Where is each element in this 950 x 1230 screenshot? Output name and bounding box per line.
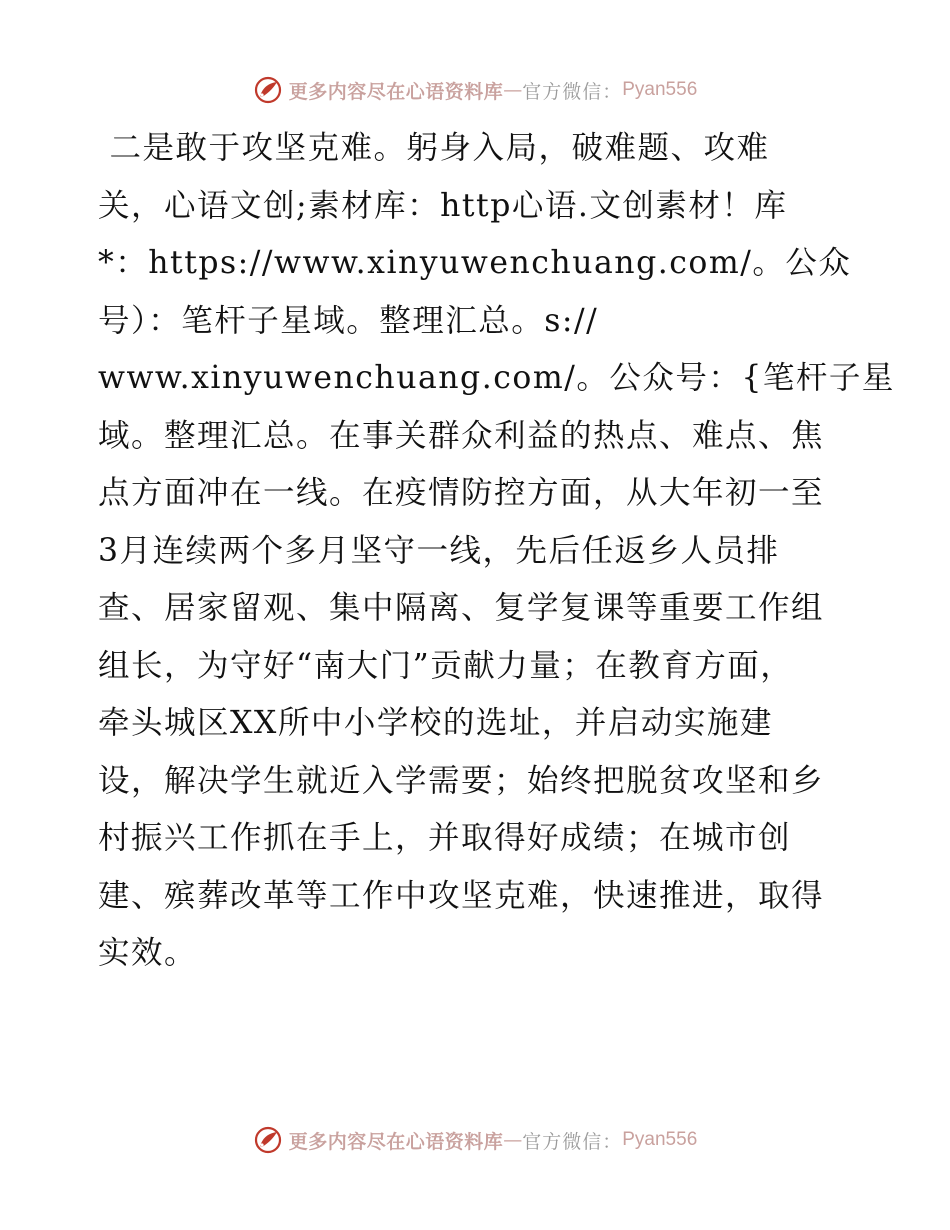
- body-line: 3月连续两个多月坚守一线，先后任返乡人员排: [98, 532, 780, 569]
- wechat-account: Pyan556: [622, 79, 698, 100]
- wechat-label: 官方微信：: [522, 1130, 623, 1153]
- body-line: 组长，为守好“南大门”贡献力量；在教育方面，: [98, 647, 794, 684]
- body-line: www.xinyuwenchuang.com/。公众号：{笔杆子星: [98, 360, 895, 396]
- pen-nib-logo-icon: [253, 75, 283, 105]
- body-line: 域。整理汇总。在事关群众利益的热点、难点、焦: [98, 417, 825, 454]
- banner-separator: —: [503, 1129, 523, 1151]
- body-line: 牵头城区XX所中小学校的选址，并启动实施建: [98, 705, 773, 741]
- header-banner: [0, 73, 950, 107]
- body-line: 号）：笔杆子星域。整理汇总。s://: [98, 302, 599, 339]
- body-line: 实效。: [98, 935, 198, 971]
- promo-text: 更多内容尽在心语资料库: [288, 1130, 504, 1153]
- body-line: 点方面冲在一线。在疫情防控方面，从大年初一至: [98, 475, 825, 511]
- promo-text: 更多内容尽在心语资料库: [288, 80, 504, 103]
- body-line: 建、殡葬改革等工作中攻坚克难，快速推进，取得: [98, 877, 825, 914]
- body-line: 关，心语文创;素材库：http心语.文创素材！库: [98, 187, 788, 224]
- document-body: [98, 120, 895, 983]
- body-line: *：https://www.xinyuwenchuang.com/。公众: [98, 245, 852, 281]
- body-line: 村振兴工作抓在手上，并取得好成绩；在城市创: [98, 820, 792, 856]
- banner-separator: —: [503, 79, 523, 101]
- wechat-account: Pyan556: [622, 1129, 698, 1150]
- wechat-label: 官方微信：: [522, 80, 623, 103]
- pen-nib-logo-icon: [253, 1125, 283, 1155]
- body-line: 二是敢于攻坚克难。躬身入局，破难题、攻难: [98, 130, 770, 166]
- body-line: 查、居家留观、集中隔离、复学复课等重要工作组: [98, 590, 825, 626]
- footer-banner: [0, 1123, 950, 1157]
- body-line: 设，解决学生就近入学需要；始终把脱贫攻坚和乡: [98, 762, 825, 799]
